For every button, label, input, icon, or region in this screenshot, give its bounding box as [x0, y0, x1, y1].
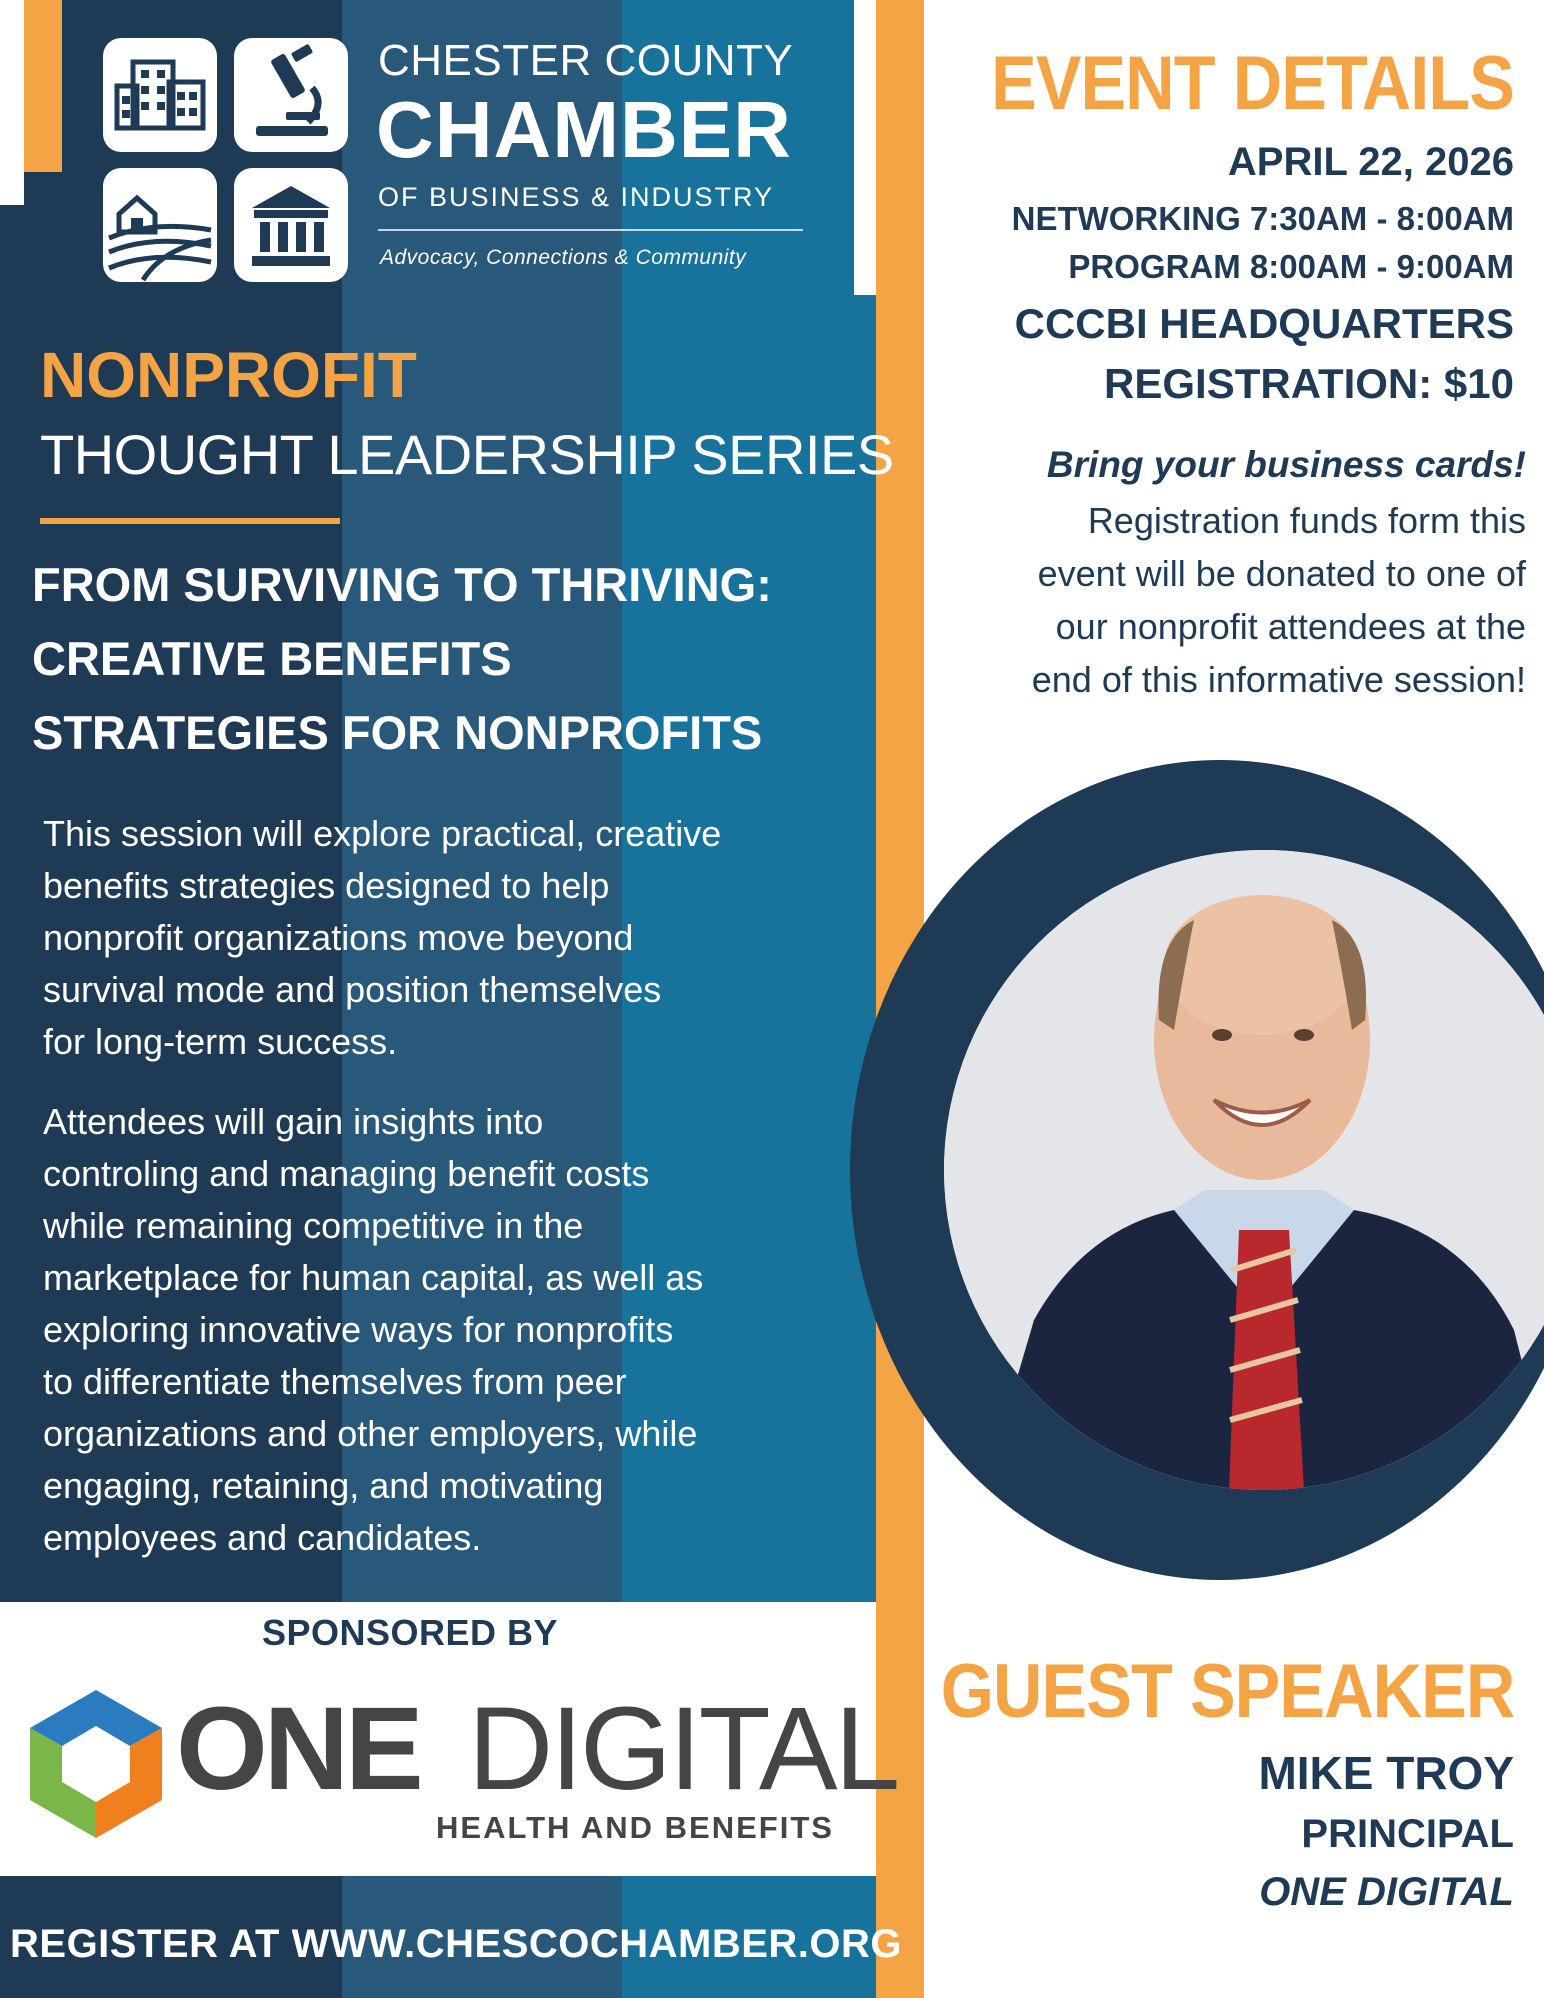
series-name: THOUGHT LEADERSHIP SERIES	[40, 423, 894, 486]
speaker-company: ONE DIGITAL	[1259, 1870, 1514, 1914]
header-edge-accent	[854, 0, 876, 295]
description-line: organizations and other employers, while	[43, 1413, 698, 1454]
donation-note-line: Registration funds form this	[1087, 500, 1526, 541]
description-line: employees and candidates.	[43, 1517, 482, 1558]
donation-note-line: our nonprofit attendees at the	[1055, 606, 1526, 647]
session-title	[32, 548, 772, 770]
speaker-role: PRINCIPAL	[1301, 1812, 1514, 1856]
sponsor-name-light: DIGITAL	[468, 1683, 898, 1815]
series-divider	[40, 518, 340, 524]
event-details-title: EVENT DETAILS	[991, 41, 1514, 126]
donation-note	[1032, 494, 1526, 706]
org-name-line3: OF BUSINESS & INDUSTRY	[378, 182, 775, 212]
event-date: APRIL 22, 2026	[1227, 140, 1514, 184]
registration-fee: REGISTRATION: $10	[1104, 360, 1514, 407]
donation-note-line: end of this informative session!	[1031, 659, 1526, 700]
guest-speaker-title: GUEST SPEAKER	[940, 1649, 1514, 1734]
session-title-line: CREATIVE BENEFITS	[32, 632, 512, 685]
org-name-line1: CHESTER COUNTY	[378, 36, 794, 85]
description-paragraph-1	[43, 808, 721, 1068]
series-highlight: NONPROFIT	[40, 339, 417, 411]
register-link[interactable]: REGISTER AT WWW.CHESCOCHAMBER.ORG	[10, 1922, 903, 1966]
org-tagline: Advocacy, Connections & Community	[380, 246, 747, 269]
description-line: controling and managing benefit costs	[43, 1153, 650, 1194]
microscope-icon	[234, 38, 348, 152]
session-title-line: STRATEGIES FOR NONPROFITS	[32, 706, 763, 759]
program-time: PROGRAM 8:00AM - 9:00AM	[1068, 248, 1514, 285]
description-line: while remaining competitive in the	[43, 1205, 584, 1246]
business-cards-note: Bring your business cards!	[1046, 444, 1526, 485]
corner-accent-white	[0, 0, 24, 205]
corner-accent-orange	[24, 0, 62, 172]
networking-time: NETWORKING 7:30AM - 8:00AM	[1011, 200, 1514, 237]
description-line: survival mode and position themselves	[43, 969, 662, 1010]
description-line: benefits strategies designed to help	[43, 865, 610, 906]
org-name-line2: CHAMBER	[376, 85, 792, 174]
sponsor-name-bold: ONE	[176, 1683, 420, 1815]
description-line: marketplace for human capital, as well as	[43, 1257, 704, 1298]
donation-note-line: event will be donated to one of	[1037, 553, 1526, 594]
description-line: nonprofit organizations move beyond	[43, 917, 634, 958]
event-location: CCCBI HEADQUARTERS	[1014, 300, 1514, 347]
description-line: for long-term success.	[43, 1021, 398, 1062]
description-line: exploring innovative ways for nonprofits	[43, 1309, 674, 1350]
description-line: Attendees will gain insights into	[43, 1101, 544, 1142]
description-line: engaging, retaining, and motivating	[43, 1465, 604, 1506]
speaker-name: MIKE TROY	[1258, 1747, 1514, 1799]
sponsor-label: SPONSORED BY	[261, 1612, 559, 1653]
sponsor-subtitle: HEALTH AND BENEFITS	[436, 1810, 834, 1845]
description-line: to differentiate themselves from peer	[43, 1361, 627, 1402]
buildings-icon	[103, 38, 217, 152]
description-paragraph-2	[43, 1096, 703, 1564]
description-line: This session will explore practical, creative	[43, 813, 722, 854]
farm-icon	[103, 168, 217, 282]
government-building-icon	[234, 168, 348, 282]
org-divider	[378, 229, 803, 231]
onedigital-logo-icon	[26, 1686, 166, 1842]
session-title-line: FROM SURVIVING TO THRIVING:	[32, 558, 772, 611]
